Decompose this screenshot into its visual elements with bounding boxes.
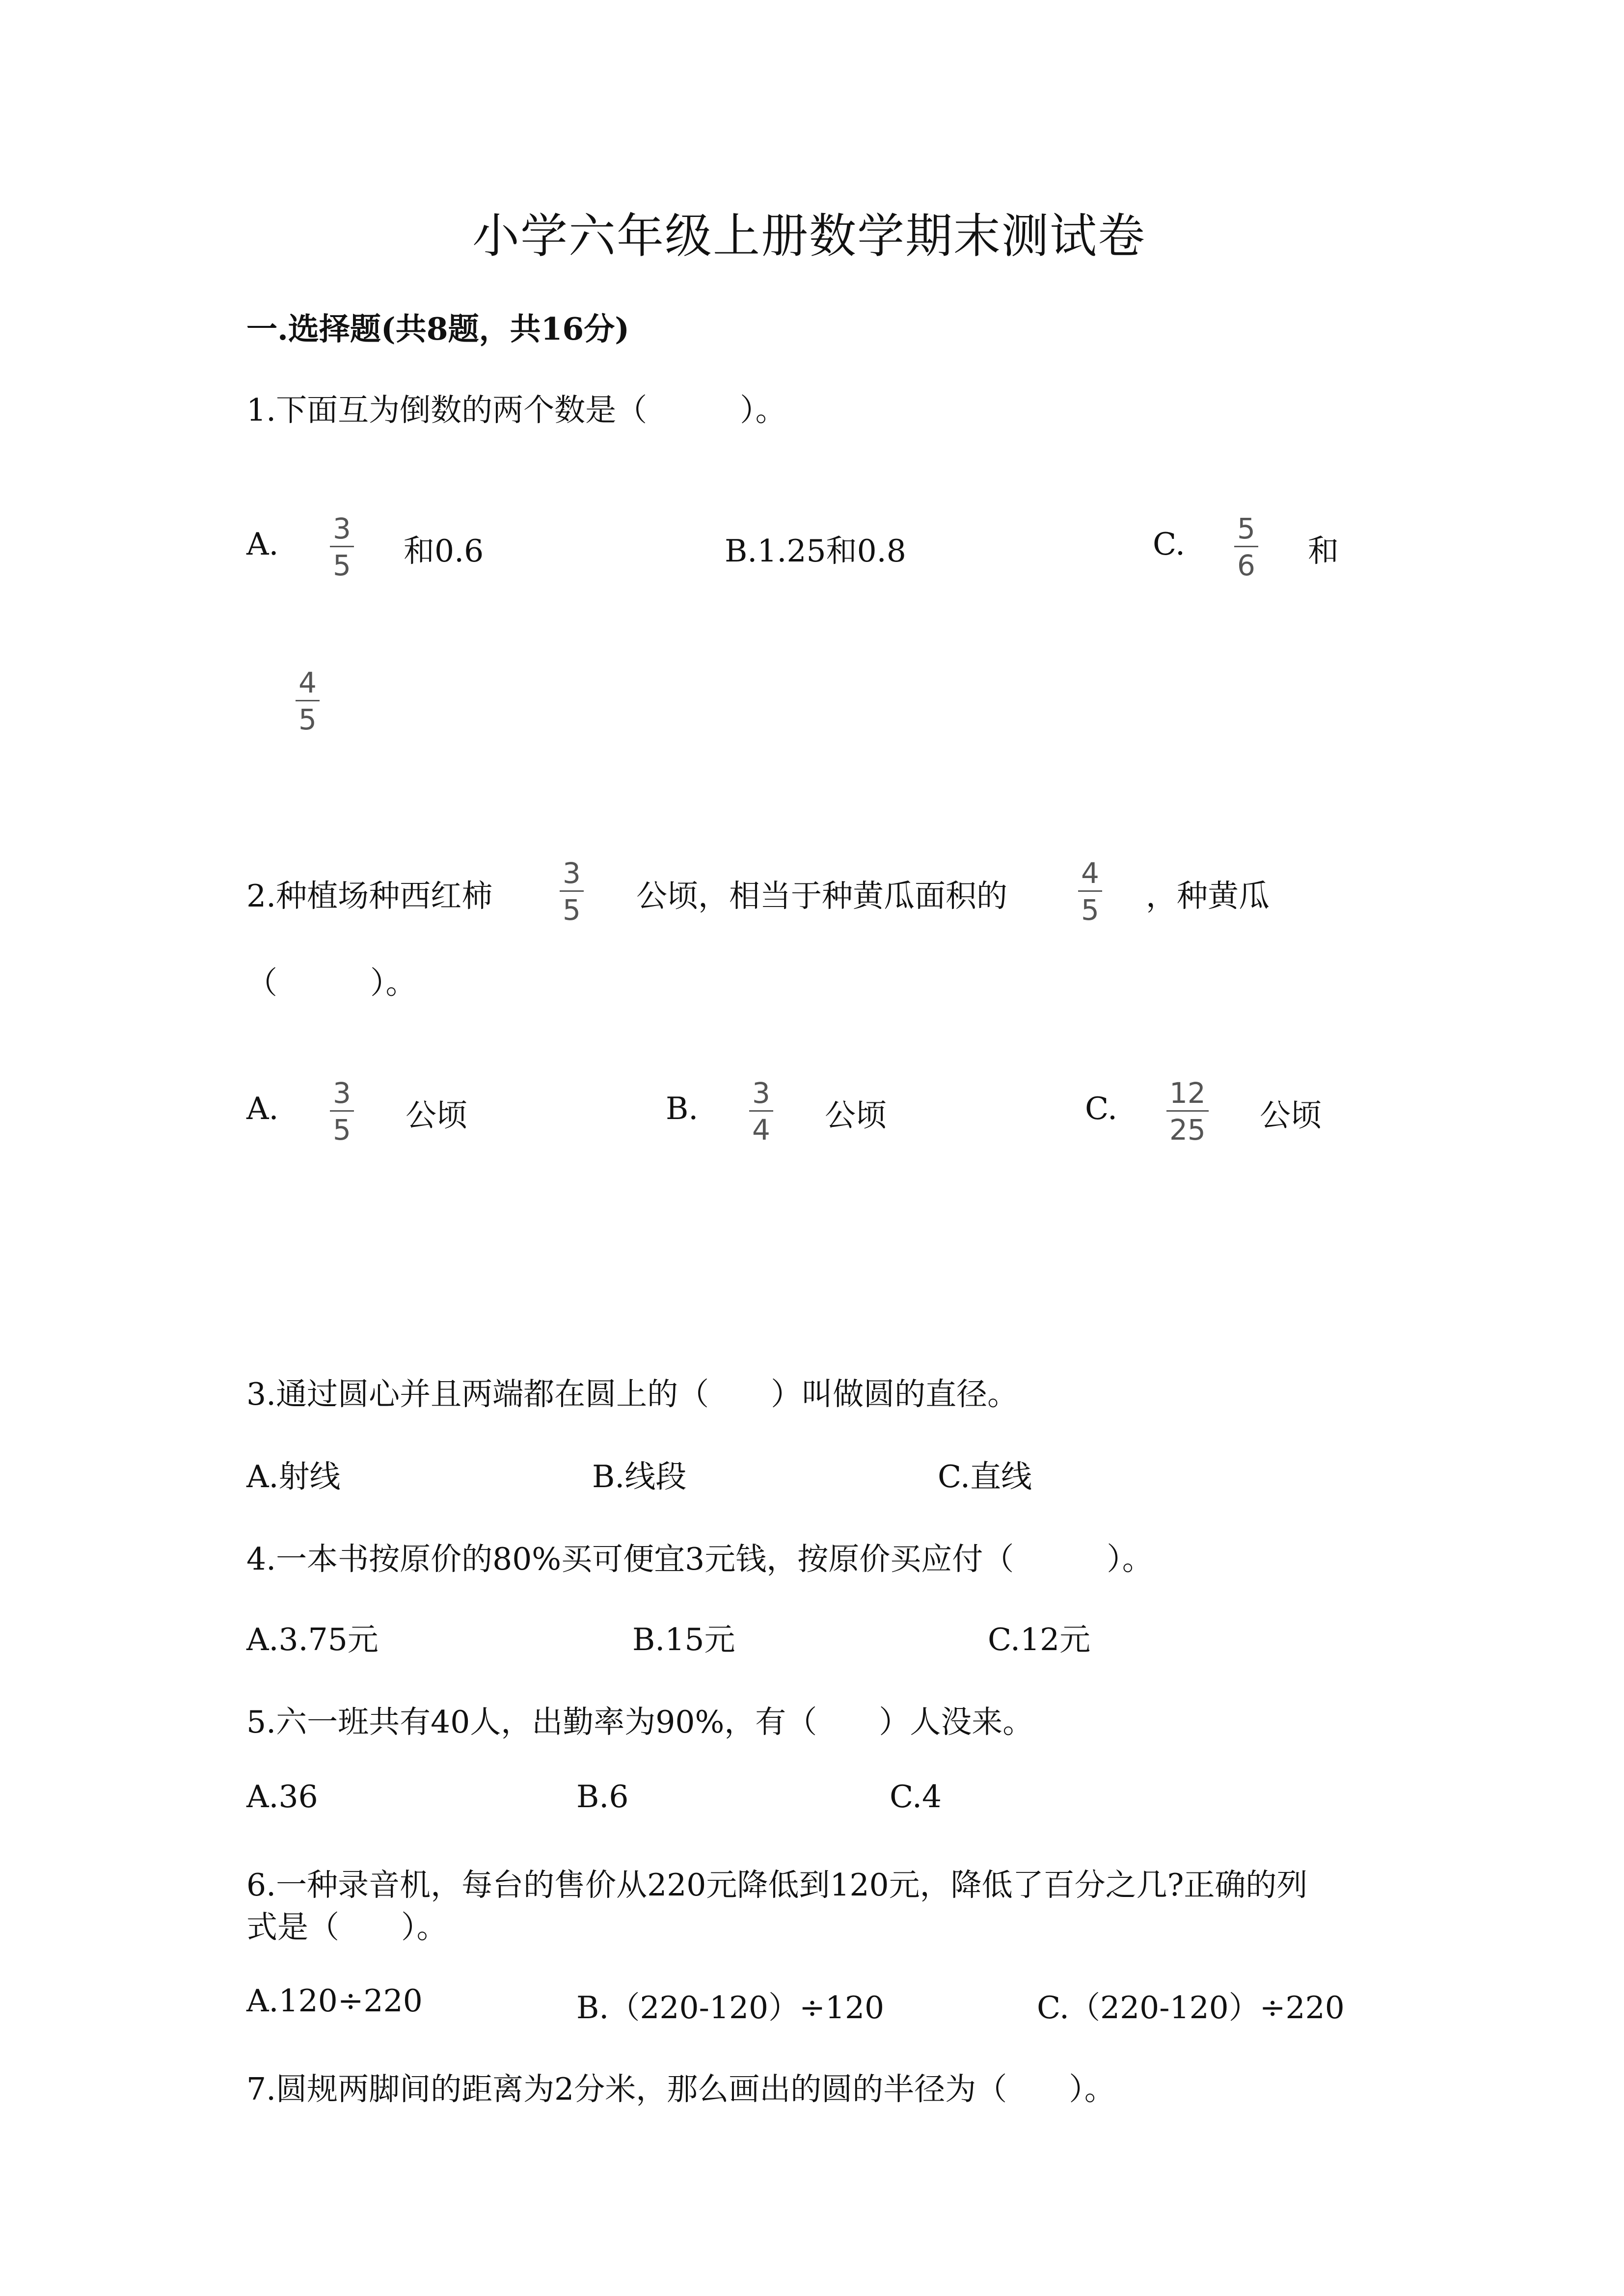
fraction-bar (1166, 1110, 1209, 1112)
q1-option-c-fraction (1234, 514, 1258, 580)
q6-option-c[interactable]: C.（220-120）÷220 (1037, 1990, 1345, 2026)
q2-option-c-suffix: 公顷 (1260, 1097, 1322, 1133)
question-6-stem: 6.一种录音机，每台的售价从220元降低到120元，降低了百分之几?正确的列 (246, 1867, 1308, 1903)
q6-option-a[interactable]: A.120÷220 (246, 1983, 423, 2019)
question-2-stem-fraction-2 (1078, 856, 1102, 927)
question-6-stem-line2: 式是（ ）。 (246, 1909, 448, 1945)
question-3-stem: 3.通过圆心并且两端都在圆上的（ ）叫做圆的直径。 (246, 1376, 1019, 1412)
q1-option-c-label[interactable]: C. (1153, 526, 1185, 562)
question-2-stem-part3: ，种黄瓜 (1146, 878, 1270, 914)
q1-option-a-label[interactable]: A. (246, 526, 279, 562)
question-2-stem-part2: 公顷，相当于种黄瓜面积的 (636, 878, 1007, 914)
q3-option-a[interactable]: A.射线 (246, 1459, 341, 1495)
q3-option-c[interactable]: C.直线 (938, 1459, 1032, 1495)
fraction-denominator: 5 (563, 893, 581, 927)
fraction-bar (1078, 890, 1102, 892)
q4-option-c[interactable]: C.12元 (988, 1622, 1091, 1657)
q1-option-a-fraction (330, 514, 354, 580)
fraction-bar (330, 1110, 354, 1112)
q2-option-b-suffix: 公顷 (825, 1097, 887, 1133)
fraction-bar (296, 700, 320, 701)
q5-option-c[interactable]: C.4 (890, 1779, 942, 1815)
q1-option-a-suffix: 和0.6 (404, 533, 484, 569)
page-title: 小学六年级上册数学期末测试卷 (472, 209, 1146, 264)
fraction-numerator: 4 (1081, 856, 1099, 890)
fraction-denominator: 4 (752, 1113, 770, 1147)
fraction-numerator: 4 (298, 666, 317, 699)
fraction-bar (330, 546, 354, 547)
q4-option-a[interactable]: A.3.75元 (246, 1622, 379, 1657)
fraction-numerator: 12 (1169, 1076, 1206, 1110)
fraction-bar (749, 1110, 773, 1112)
fraction-denominator: 5 (333, 549, 351, 582)
fraction-denominator: 5 (298, 703, 317, 736)
fraction-denominator: 5 (1081, 893, 1099, 927)
q5-option-b[interactable]: B.6 (576, 1779, 629, 1815)
fraction-bar (1234, 546, 1258, 547)
fraction-numerator: 3 (333, 1076, 351, 1110)
fraction-denominator: 5 (333, 1113, 351, 1147)
question-7-stem: 7.圆规两脚间的距离为2分米，那么画出的圆的半径为（ ）。 (246, 2071, 1115, 2107)
q2-option-b-fraction (749, 1076, 773, 1147)
fraction-bar (560, 890, 584, 892)
q2-option-a-fraction (330, 1076, 354, 1147)
q2-option-c-fraction (1166, 1076, 1209, 1147)
q3-option-b[interactable]: B.线段 (592, 1459, 687, 1495)
question-2-stem-fraction-1 (560, 856, 584, 927)
fraction-numerator: 5 (1237, 512, 1255, 545)
q1-option-c-suffix: 和 (1308, 533, 1339, 569)
q2-option-c-label[interactable]: C. (1085, 1091, 1117, 1126)
fraction-numerator: 3 (333, 512, 351, 545)
question-5-stem: 5.六一班共有40人，出勤率为90%，有（ ）人没来。 (246, 1704, 1034, 1740)
question-2-stem-part1: 2.种植场种西红柿 (246, 878, 493, 914)
q2-option-b-label[interactable]: B. (666, 1091, 699, 1126)
q1-option-c-fraction-2 (296, 668, 320, 734)
q2-option-a-label[interactable]: A. (246, 1091, 279, 1126)
q2-option-a-suffix: 公顷 (406, 1097, 467, 1133)
fraction-numerator: 3 (563, 856, 581, 890)
q1-option-b[interactable]: B.1.25和0.8 (725, 533, 906, 569)
fraction-denominator: 25 (1169, 1113, 1206, 1147)
question-2-stem-line2: （ ）。 (246, 965, 417, 1001)
section-heading: 一.选择题(共8题，共16分) (246, 311, 630, 347)
q4-option-b[interactable]: B.15元 (632, 1622, 735, 1657)
q6-option-b[interactable]: B.（220-120）÷120 (576, 1990, 885, 2026)
fraction-numerator: 3 (752, 1076, 770, 1110)
question-4-stem: 4.一本书按原价的80%买可便宜3元钱，按原价买应付（ ）。 (246, 1541, 1153, 1577)
question-1-stem: 1.下面互为倒数的两个数是（ ）。 (246, 392, 786, 428)
q5-option-a[interactable]: A.36 (246, 1779, 318, 1815)
fraction-denominator: 6 (1237, 549, 1255, 582)
